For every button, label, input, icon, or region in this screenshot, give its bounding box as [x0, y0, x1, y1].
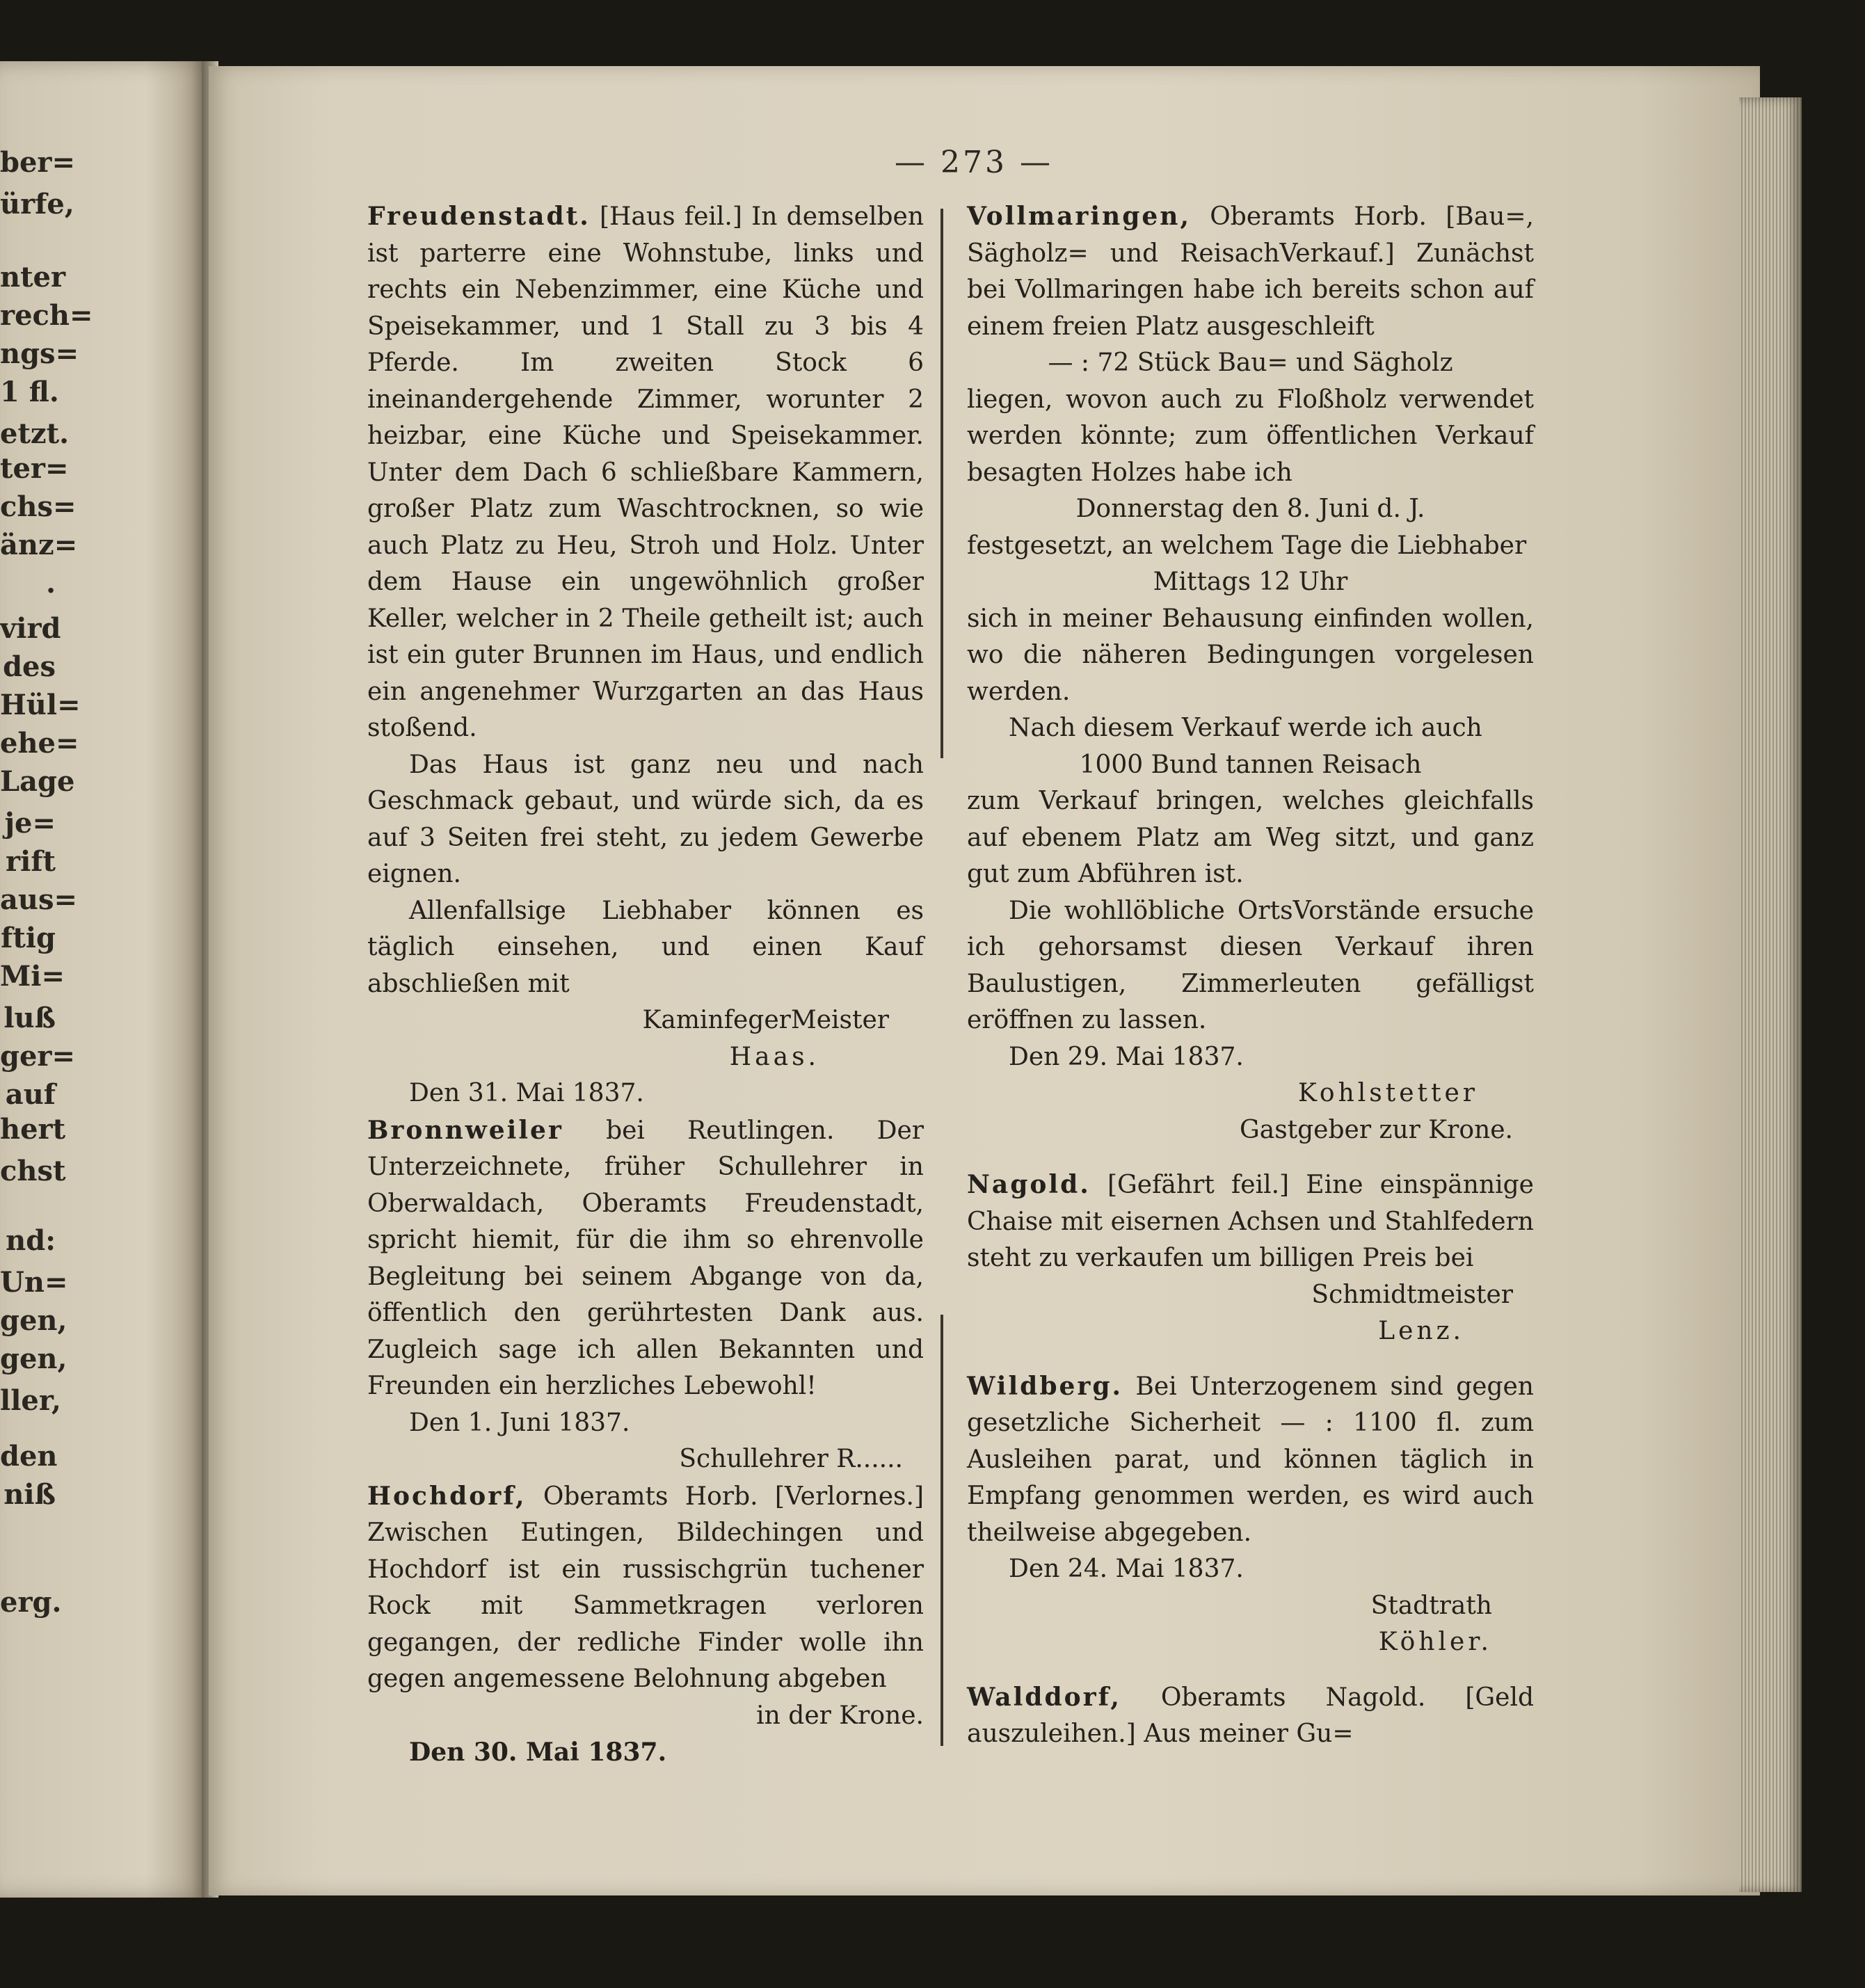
place-wildberg: Wildberg.	[967, 1371, 1123, 1401]
left-page-fragment: ürfe,	[0, 188, 74, 221]
left-page-fragment: ter=	[0, 452, 69, 485]
left-page	[0, 61, 209, 1898]
ad-vollmaringen-signature-title: Gastgeber zur Krone.	[1239, 1115, 1513, 1144]
ad-vollmaringen-text4: sich in meiner Behausung einfinden wollen, wo die näheren Bedingungen vorgelesen werden.	[967, 604, 1534, 706]
left-page-fragment: hert	[0, 1113, 66, 1146]
page-number: — 273 —	[895, 145, 1053, 180]
page-edges	[1739, 97, 1802, 1892]
ad-nagold-text: [Gefährt feil.] Eine einspännige Chaise mit eisernen Achsen und Stahlfedern steht zu verkaufen um billigen Preis bei	[967, 1171, 1534, 1272]
left-page-fragment: auf	[5, 1078, 56, 1111]
left-page-fragment: luß	[3, 1002, 56, 1034]
ad-vollmaringen-day: Donnerstag den 8. Juni d. J.	[1075, 495, 1425, 523]
ad-vollmaringen-para2: Nach diesem Verkauf werde ich auch	[1009, 714, 1482, 742]
left-page-fragment: chst	[0, 1155, 66, 1187]
ad-freudenstadt-date: Den 31. Mai 1837.	[409, 1079, 644, 1107]
place-freudenstadt: Freudenstadt.	[367, 202, 591, 231]
left-page-fragment: Hül=	[0, 689, 81, 721]
ad-vollmaringen-text3: festgesetzt, an welchem Tage die Liebhaber	[967, 531, 1527, 560]
ad-nagold-signature: Schmidtmeister	[1311, 1280, 1513, 1309]
ad-bronnweiler-text: bei Reutlingen. Der Unterzeichnete, früher Schullehrer in Oberwaldach, Oberamts Freudenstadt, spricht hiemit, für die ihm so ehrenvolle Begleitung bei seinem Abgange von da, öffentlich den gerührtesten Dank aus. Zugleich sage ich allen Bekannten und Freunden ein herzliches Lebewohl!	[367, 1116, 924, 1400]
left-page-fragment: etzt.	[0, 417, 70, 450]
ad-nagold	[967, 1167, 1534, 1277]
left-page-fragment: rift	[6, 845, 56, 878]
column-rule-bottom	[940, 1315, 943, 1746]
place-vollmaringen: Vollmaringen,	[967, 202, 1192, 231]
left-page-fragment: ger=	[0, 1040, 76, 1073]
left-page-fragment: 1 fl.	[0, 376, 59, 408]
ad-bronnweiler-signature: Schullehrer R......	[679, 1445, 903, 1473]
ad-walddorf	[967, 1679, 1534, 1753]
ad-freudenstadt	[367, 198, 924, 747]
left-page-fragment: nd:	[6, 1224, 56, 1257]
ad-hochdorf-text: Oberamts Horb. [Verlornes.] Zwischen Eutingen, Bildechingen und Hochdorf ist ein russischgrün tuchener Rock mit Sammetkragen verloren gegangen, der redliche Finder wolle ihn gegen angemessene Belohnung abgeben	[367, 1482, 924, 1693]
right-column	[967, 198, 1534, 1753]
ad-nagold-signature-name: Lenz.	[1378, 1317, 1464, 1345]
left-page-fragment: des	[3, 650, 56, 683]
ad-bronnweiler	[367, 1112, 924, 1405]
ad-hochdorf-signature: in der Krone.	[756, 1701, 924, 1730]
left-page-fragment: niß	[3, 1478, 56, 1511]
ad-bronnweiler-date: Den 1. Juni 1837.	[409, 1408, 630, 1437]
ad-vollmaringen-text: Oberamts Horb. [Bau=, Sägholz= und ReisachVerkauf.] Zunächst bei Vollmaringen habe ich bereits schon auf einem freien Platz ausgeschleift	[967, 202, 1534, 341]
place-hochdorf: Hochdorf,	[367, 1481, 527, 1511]
left-page-fragment: erg.	[0, 1586, 62, 1619]
ad-walddorf-text: Oberamts Nagold. [Geld auszuleihen.] Aus meiner Gu=	[967, 1683, 1534, 1748]
left-page-fragment: nter	[0, 261, 66, 294]
left-page-fragment: .	[46, 567, 56, 600]
place-walddorf: Walddorf,	[967, 1682, 1121, 1712]
left-page-fragment: vird	[0, 612, 61, 645]
left-page-fragment: aus=	[0, 883, 78, 916]
left-column	[367, 198, 924, 1771]
left-page-fragment: ber=	[0, 146, 76, 179]
left-page-fragment: ftig	[1, 922, 56, 954]
place-bronnweiler: Bronnweiler	[367, 1115, 563, 1145]
ad-freudenstadt-text: [Haus feil.] In demselben ist parterre eine Wohnstube, links und rechts ein Nebenzimmer, eine Küche und Speisekammer, und 1 Stall zu 3 bis 4 Pferde. Im zweiten Stock 6 ineinandergehende Zimmer, worunter 2 heizbar, eine Küche und Speisekammer. Unter dem Dach 6 schließbare Kammern, großer Platz zum Waschtrocknen, so wie auch Platz zu Heu, Stroh und Holz. Unter dem Hause ein ungewöhnlich großer Keller, welcher in 2 Theile getheilt ist; auch ist ein guter Brunnen im Haus, und endlich ein angenehmer Wurzgarten an das Haus stoßend.	[367, 202, 924, 742]
ad-freudenstadt-para2: Das Haus ist ganz neu und nach Geschmack gebaut, und würde sich, da es auf 3 Seiten frei steht, zu jedem Gewerbe eignen.	[367, 750, 924, 888]
left-page-fragment: Mi=	[0, 960, 65, 993]
left-page-fragment: ller,	[0, 1384, 61, 1417]
left-page-fragment: Lage	[0, 765, 75, 798]
left-page-fragment: änz=	[0, 529, 78, 561]
left-page-fragment: ngs=	[0, 337, 79, 370]
ad-vollmaringen-quantity: — : 72 Stück Bau= und Sägholz	[1048, 348, 1453, 377]
ad-hochdorf-date: Den 30. Mai 1837.	[409, 1738, 667, 1767]
left-page-fragment: chs=	[0, 490, 77, 523]
ad-vollmaringen-text2: liegen, wovon auch zu Floßholz verwendet werden könnte; zum öffentlichen Verkauf besagten Holzes habe ich	[967, 385, 1534, 487]
left-page-fragment: gen,	[0, 1342, 67, 1375]
ad-wildberg-signature: Stadtrath	[1370, 1591, 1492, 1620]
ad-freudenstadt-signature-name: Haas.	[729, 1042, 819, 1071]
left-page-fragment: gen,	[0, 1304, 67, 1337]
ad-wildberg-signature-name: Köhler.	[1378, 1628, 1492, 1656]
ad-hochdorf	[367, 1478, 924, 1698]
column-rule-top	[940, 209, 943, 758]
ad-vollmaringen-para3: Die wohllöbliche OrtsVorstände ersuche ich gehorsamst diesen Verkauf ihren Baulustigen, Zimmerleuten gefälligst eröffnen zu lassen.	[967, 896, 1534, 1034]
ad-wildberg-text: Bei Unterzogenem sind gegen gesetzliche Sicherheit — : 1100 fl. zum Ausleihen parat, und können täglich in Empfang genommen werden, es wird auch theilweise abgegeben.	[967, 1372, 1534, 1547]
ad-freudenstadt-signature: KaminfegerMeister	[642, 1006, 889, 1034]
ad-vollmaringen-text5: zum Verkauf bringen, welches gleichfalls auf ebenem Platz am Weg sitzt, und ganz gut zum Abführen ist.	[967, 787, 1534, 888]
ad-vollmaringen-date: Den 29. Mai 1837.	[1009, 1042, 1244, 1071]
ad-vollmaringen-time: Mittags 12 Uhr	[1153, 568, 1348, 596]
left-page-fragment: ehe=	[0, 727, 79, 760]
ad-freudenstadt-para3: Allenfallsige Liebhaber können es täglich einsehen, und einen Kauf abschließen mit	[367, 896, 924, 998]
ad-wildberg	[967, 1368, 1534, 1552]
left-page-fragment: je=	[4, 807, 56, 840]
ad-vollmaringen-reisach: 1000 Bund tannen Reisach	[1079, 750, 1422, 779]
ad-wildberg-date: Den 24. Mai 1837.	[1009, 1555, 1244, 1583]
place-nagold: Nagold.	[967, 1170, 1091, 1199]
left-page-fragment: rech=	[0, 299, 93, 332]
left-page-fragment: den	[0, 1440, 58, 1473]
ad-vollmaringen	[967, 198, 1534, 345]
ad-vollmaringen-signature: Kohlstetter	[1298, 1079, 1478, 1107]
left-page-fragment: Un=	[0, 1266, 68, 1299]
